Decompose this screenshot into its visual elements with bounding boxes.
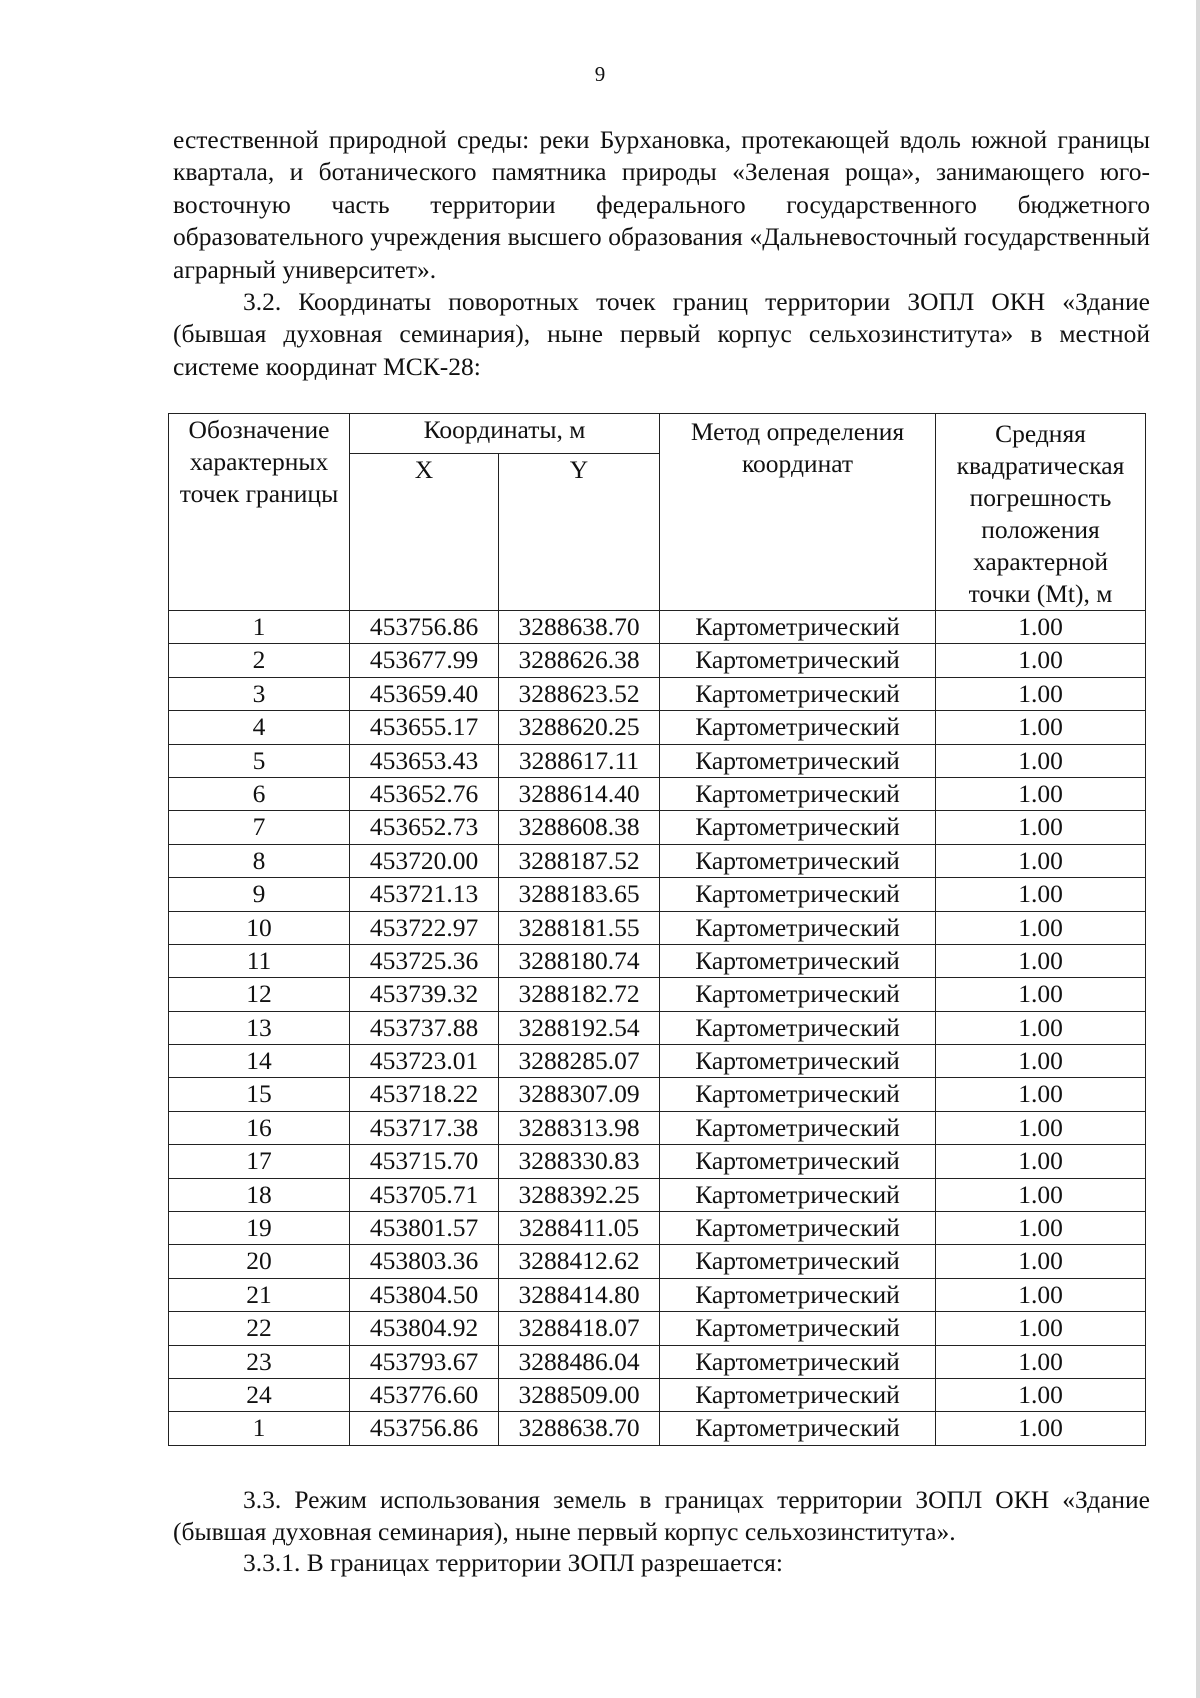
table-row bbox=[169, 878, 1146, 911]
cell-x: 453653.43 bbox=[350, 744, 499, 777]
cell-method: Картометрический bbox=[660, 1011, 936, 1044]
cell-method: Картометрический bbox=[660, 811, 936, 844]
cell-error: 1.00 bbox=[936, 777, 1146, 810]
header-y: Y bbox=[499, 454, 660, 611]
header-coords: Координаты, м bbox=[350, 414, 660, 454]
paragraph-3-3: 3.3. Режим использования земель в границах территории ЗОПЛ ОКН «Здание (бывшая духовная семинария), ныне первый корпус сельхозинститута». bbox=[173, 1485, 1150, 1547]
header-x: X bbox=[350, 454, 499, 611]
cell-error: 1.00 bbox=[936, 644, 1146, 677]
cell-y: 3288180.74 bbox=[499, 944, 660, 977]
cell-error: 1.00 bbox=[936, 844, 1146, 877]
cell-x: 453655.17 bbox=[350, 711, 499, 744]
table-row bbox=[169, 1278, 1146, 1311]
table-row bbox=[169, 1145, 1146, 1178]
table-row bbox=[169, 644, 1146, 677]
cell-method: Картометрический bbox=[660, 611, 936, 644]
cell-method: Картометрический bbox=[660, 1278, 936, 1311]
cell-x: 453677.99 bbox=[350, 644, 499, 677]
cell-method: Картометрический bbox=[660, 878, 936, 911]
cell-y: 3288620.25 bbox=[499, 711, 660, 744]
cell-point: 19 bbox=[169, 1212, 350, 1245]
table-row bbox=[169, 611, 1146, 644]
cell-x: 453725.36 bbox=[350, 944, 499, 977]
table-row bbox=[169, 711, 1146, 744]
cell-method: Картометрический bbox=[660, 1378, 936, 1411]
cell-point: 2 bbox=[169, 644, 350, 677]
cell-error: 1.00 bbox=[936, 1345, 1146, 1378]
page-edge bbox=[1196, 0, 1200, 1698]
table-row bbox=[169, 1178, 1146, 1211]
cell-x: 453715.70 bbox=[350, 1145, 499, 1178]
cell-y: 3288412.62 bbox=[499, 1245, 660, 1278]
cell-point: 9 bbox=[169, 878, 350, 911]
cell-point: 1 bbox=[169, 611, 350, 644]
cell-x: 453756.86 bbox=[350, 1412, 499, 1445]
table-row bbox=[169, 1078, 1146, 1111]
cell-x: 453803.36 bbox=[350, 1245, 499, 1278]
cell-method: Картометрический bbox=[660, 1045, 936, 1078]
cell-point: 6 bbox=[169, 777, 350, 810]
cell-y: 3288638.70 bbox=[499, 611, 660, 644]
cell-method: Картометрический bbox=[660, 1412, 936, 1445]
cell-method: Картометрический bbox=[660, 911, 936, 944]
cell-y: 3288509.00 bbox=[499, 1378, 660, 1411]
cell-point: 21 bbox=[169, 1278, 350, 1311]
cell-point: 13 bbox=[169, 1011, 350, 1044]
cell-y: 3288608.38 bbox=[499, 811, 660, 844]
table-row bbox=[169, 1245, 1146, 1278]
cell-point: 22 bbox=[169, 1312, 350, 1345]
cell-x: 453793.67 bbox=[350, 1345, 499, 1378]
cell-y: 3288414.80 bbox=[499, 1278, 660, 1311]
cell-point: 20 bbox=[169, 1245, 350, 1278]
table-row bbox=[169, 911, 1146, 944]
cell-x: 453722.97 bbox=[350, 911, 499, 944]
table-row bbox=[169, 1045, 1146, 1078]
cell-point: 12 bbox=[169, 978, 350, 1011]
cell-point: 3 bbox=[169, 677, 350, 710]
cell-method: Картометрический bbox=[660, 744, 936, 777]
cell-error: 1.00 bbox=[936, 811, 1146, 844]
cell-y: 3288285.07 bbox=[499, 1045, 660, 1078]
cell-y: 3288182.72 bbox=[499, 978, 660, 1011]
cell-error: 1.00 bbox=[936, 1412, 1146, 1445]
cell-y: 3288617.11 bbox=[499, 744, 660, 777]
table-row bbox=[169, 744, 1146, 777]
cell-point: 8 bbox=[169, 844, 350, 877]
cell-y: 3288392.25 bbox=[499, 1178, 660, 1211]
cell-method: Картометрический bbox=[660, 1345, 936, 1378]
cell-y: 3288192.54 bbox=[499, 1011, 660, 1044]
cell-error: 1.00 bbox=[936, 878, 1146, 911]
cell-method: Картометрический bbox=[660, 978, 936, 1011]
cell-point: 11 bbox=[169, 944, 350, 977]
cell-error: 1.00 bbox=[936, 1245, 1146, 1278]
cell-point: 17 bbox=[169, 1145, 350, 1178]
table-row bbox=[169, 1212, 1146, 1245]
cell-error: 1.00 bbox=[936, 1145, 1146, 1178]
cell-x: 453718.22 bbox=[350, 1078, 499, 1111]
table-body bbox=[169, 611, 1146, 1446]
cell-x: 453721.13 bbox=[350, 878, 499, 911]
cell-y: 3288183.65 bbox=[499, 878, 660, 911]
cell-x: 453720.00 bbox=[350, 844, 499, 877]
cell-x: 453776.60 bbox=[350, 1378, 499, 1411]
cell-error: 1.00 bbox=[936, 1045, 1146, 1078]
cell-x: 453659.40 bbox=[350, 677, 499, 710]
cell-error: 1.00 bbox=[936, 611, 1146, 644]
cell-x: 453652.76 bbox=[350, 777, 499, 810]
cell-point: 14 bbox=[169, 1045, 350, 1078]
cell-method: Картометрический bbox=[660, 844, 936, 877]
table-row bbox=[169, 1111, 1146, 1144]
table-row bbox=[169, 777, 1146, 810]
cell-y: 3288187.52 bbox=[499, 844, 660, 877]
table-row bbox=[169, 1378, 1146, 1411]
cell-error: 1.00 bbox=[936, 1378, 1146, 1411]
header-error: Средняя квадратическая погрешность положения характерной точки (Mt), м bbox=[936, 414, 1146, 611]
table-row bbox=[169, 1312, 1146, 1345]
table-row bbox=[169, 978, 1146, 1011]
cell-error: 1.00 bbox=[936, 744, 1146, 777]
cell-x: 453801.57 bbox=[350, 1212, 499, 1245]
cell-y: 3288626.38 bbox=[499, 644, 660, 677]
cell-method: Картометрический bbox=[660, 1111, 936, 1144]
table-row bbox=[169, 811, 1146, 844]
cell-error: 1.00 bbox=[936, 911, 1146, 944]
cell-x: 453739.32 bbox=[350, 978, 499, 1011]
cell-method: Картометрический bbox=[660, 677, 936, 710]
cell-y: 3288418.07 bbox=[499, 1312, 660, 1345]
cell-x: 453705.71 bbox=[350, 1178, 499, 1211]
cell-method: Картометрический bbox=[660, 711, 936, 744]
cell-x: 453804.92 bbox=[350, 1312, 499, 1345]
table-row bbox=[169, 1412, 1146, 1445]
cell-y: 3288614.40 bbox=[499, 777, 660, 810]
cell-x: 453737.88 bbox=[350, 1011, 499, 1044]
cell-point: 5 bbox=[169, 744, 350, 777]
cell-point: 4 bbox=[169, 711, 350, 744]
cell-error: 1.00 bbox=[936, 1111, 1146, 1144]
paragraph-intro: естественной природной среды: реки Бурхановка, протекающей вдоль южной границы квартала, и ботанического памятника природы «Зеленая роща», занимающего юго-восточную часть территории федерального государственного бюджетного образовательного учреждения высшего образования «Дальневосточный государственный аграрный университет». bbox=[173, 125, 1150, 284]
table-row bbox=[169, 677, 1146, 710]
cell-error: 1.00 bbox=[936, 978, 1146, 1011]
cell-method: Картометрический bbox=[660, 1178, 936, 1211]
cell-y: 3288181.55 bbox=[499, 911, 660, 944]
cell-x: 453804.50 bbox=[350, 1278, 499, 1311]
cell-point: 1 bbox=[169, 1412, 350, 1445]
cell-error: 1.00 bbox=[936, 1178, 1146, 1211]
cell-x: 453756.86 bbox=[350, 611, 499, 644]
cell-error: 1.00 bbox=[936, 1078, 1146, 1111]
table-row bbox=[169, 944, 1146, 977]
cell-x: 453652.73 bbox=[350, 811, 499, 844]
cell-method: Картометрический bbox=[660, 1312, 936, 1345]
cell-y: 3288623.52 bbox=[499, 677, 660, 710]
cell-error: 1.00 bbox=[936, 1278, 1146, 1311]
paragraph-3-3-1: 3.3.1. В границах территории ЗОПЛ разрешается: bbox=[243, 1548, 783, 1577]
cell-method: Картометрический bbox=[660, 1245, 936, 1278]
cell-error: 1.00 bbox=[936, 1011, 1146, 1044]
cell-point: 16 bbox=[169, 1111, 350, 1144]
header-method: Метод определения координат bbox=[660, 414, 936, 611]
cell-x: 453723.01 bbox=[350, 1045, 499, 1078]
cell-method: Картометрический bbox=[660, 1078, 936, 1111]
cell-y: 3288411.05 bbox=[499, 1212, 660, 1245]
paragraph-3-2: 3.2. Координаты поворотных точек границ территории ЗОПЛ ОКН «Здание (бывшая духовная семинария), ныне первый корпус сельхозинститута» в местной системе координат МСК-28: bbox=[173, 287, 1150, 381]
cell-y: 3288330.83 bbox=[499, 1145, 660, 1178]
page-number: 9 bbox=[594, 62, 606, 86]
cell-y: 3288313.98 bbox=[499, 1111, 660, 1144]
cell-method: Картометрический bbox=[660, 1145, 936, 1178]
cell-point: 15 bbox=[169, 1078, 350, 1111]
cell-method: Картометрический bbox=[660, 777, 936, 810]
cell-error: 1.00 bbox=[936, 944, 1146, 977]
cell-method: Картометрический bbox=[660, 944, 936, 977]
cell-error: 1.00 bbox=[936, 1312, 1146, 1345]
table-row bbox=[169, 1345, 1146, 1378]
cell-point: 7 bbox=[169, 811, 350, 844]
table-row bbox=[169, 1011, 1146, 1044]
cell-y: 3288307.09 bbox=[499, 1078, 660, 1111]
cell-point: 10 bbox=[169, 911, 350, 944]
header-point: Обозначение характерных точек границы bbox=[169, 414, 350, 611]
cell-y: 3288486.04 bbox=[499, 1345, 660, 1378]
cell-error: 1.00 bbox=[936, 1212, 1146, 1245]
table-row bbox=[169, 844, 1146, 877]
cell-method: Картометрический bbox=[660, 644, 936, 677]
cell-error: 1.00 bbox=[936, 711, 1146, 744]
cell-x: 453717.38 bbox=[350, 1111, 499, 1144]
cell-point: 24 bbox=[169, 1378, 350, 1411]
cell-method: Картометрический bbox=[660, 1212, 936, 1245]
cell-point: 23 bbox=[169, 1345, 350, 1378]
cell-error: 1.00 bbox=[936, 677, 1146, 710]
cell-point: 18 bbox=[169, 1178, 350, 1211]
cell-y: 3288638.70 bbox=[499, 1412, 660, 1445]
coordinates-table bbox=[168, 413, 1146, 1446]
